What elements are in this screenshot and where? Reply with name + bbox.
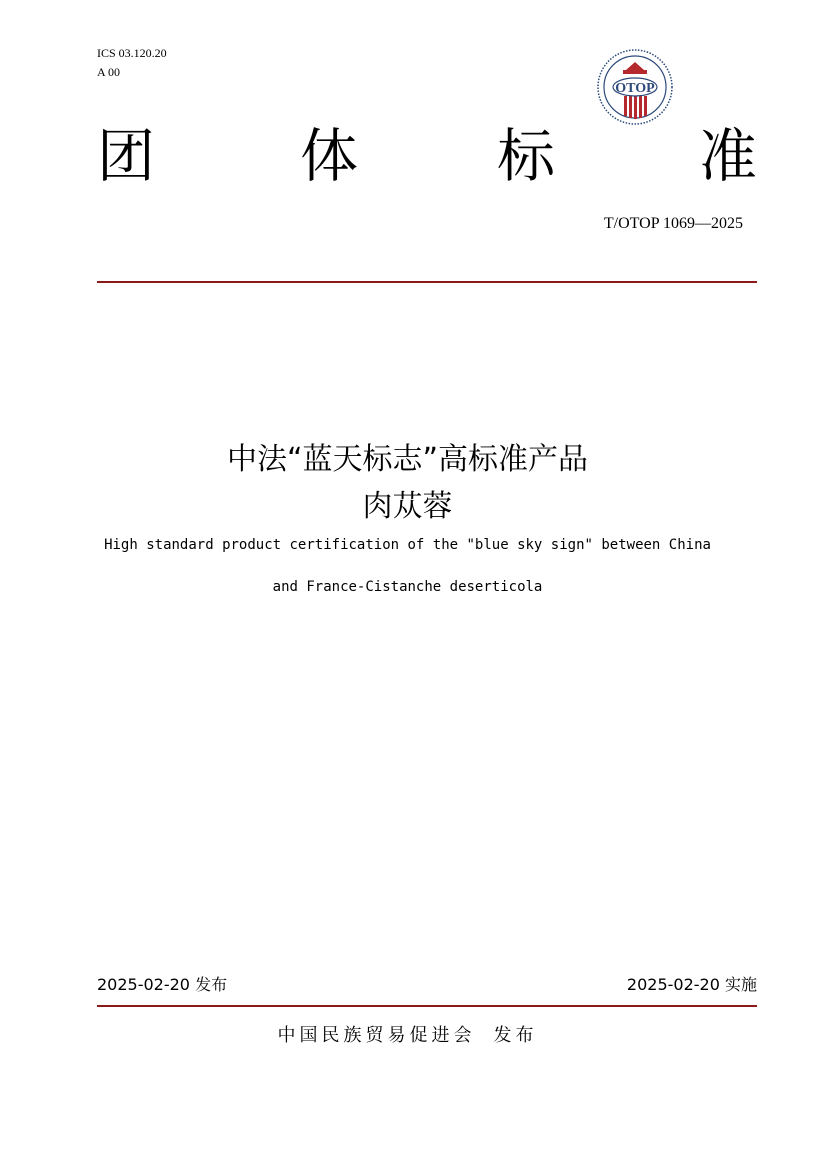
publisher-org: 中国民族贸易促进会 [277,1025,476,1046]
doc-type-char-1: 团 [97,122,156,190]
ccs-code: A 00 [97,65,121,79]
publisher-line [0,1021,815,1047]
document-type [97,122,757,190]
top-divider [97,281,757,283]
doc-type-char-3: 标 [497,122,556,190]
doc-type-char-4: 准 [699,122,758,190]
implement-date: 2025-02-20 实施 [626,975,757,994]
title-en-line2: and France-Cistanche deserticola [272,579,543,595]
publisher-action: 发布 [493,1025,538,1046]
doc-type-char-2: 体 [300,122,359,190]
otop-logo [596,48,674,126]
classification-codes [97,44,167,82]
title-zh-line1: 中法“蓝天标志”高标准产品 [226,442,589,477]
ics-code: ICS 03.120.20 [97,46,167,60]
bottom-divider [97,1005,757,1007]
standard-number: T/OTOP 1069—2025 [603,215,743,232]
title-en-line1: High standard product certification of the "blue sky sign" between China [104,537,711,553]
title-zh-line2: 肉苁蓉 [362,489,453,524]
logo-text: OTOP [615,81,655,96]
publish-date: 2025-02-20 发布 [97,975,228,994]
